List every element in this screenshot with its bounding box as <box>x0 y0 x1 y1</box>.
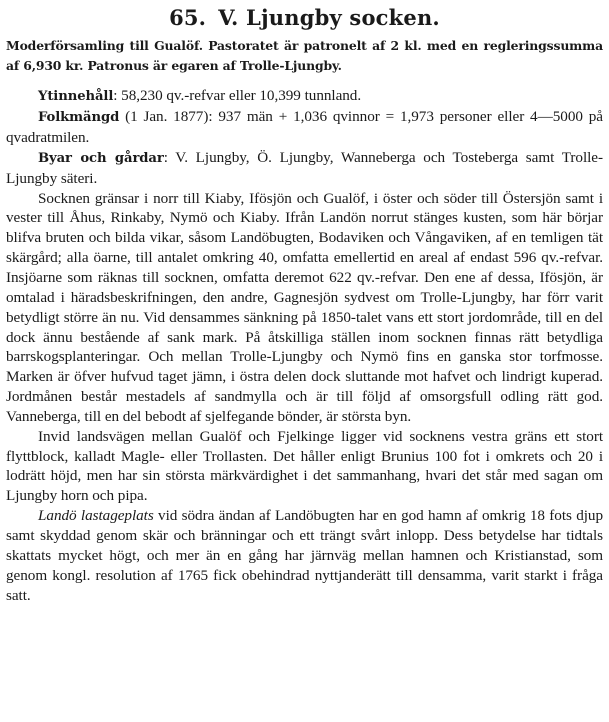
stats-block <box>6 86 603 188</box>
harbour-name: Landö lastageplats <box>38 507 154 525</box>
area-line <box>6 86 603 107</box>
section-number: 65. <box>169 5 207 30</box>
area-label: Ytinnehåll <box>38 89 114 105</box>
intro-paragraph: Moderförsamling till Gualöf. Pastoratet är patronelt af 2 kl. med en regleringssumma af 6,930 kr. Patronus är egaren af Trolle-Ljungby. <box>6 38 603 74</box>
paragraph-borders: Socknen gränsar i norr till Kiaby, Ifösjön och Gualöf, i öster och söder till Östersjön samt i vester till Åhus, Rinkaby, Nymö och Kiaby. Ifrån Landön norrut stänges kusten, som här börjar blifva bruten och bilda vikar, såsom Landöbugten, Bodaviken och Vångaviken, af en temligen tät skärgård; alla öarne, till antalet omkring 40, omfatta emellertid en areal af endast 596 qv.-refvar. Insjöarne som räknas till socknen, omfatta deremot 622 qv.-refvar. Den ene af dessa, Ifösjön, är omtalad i häradsbeskrifningen, den andre, Gagnesjön sydvest om Trolle-Ljungby, har förr varit betydligt större än nu. Vid densammes sänkning på 1850-talet vans ett stort jordområde, till en del dock ännu bestående af sank mark. På åtskilliga ställen inom socknen finnas rätt betydliga barrskogsplanteringar. Och mellan Trolle-Ljungby och Nymö fins en ganska stor torfmosse. Marken är öfver hufvud taget jämn, i östra delen dock sluttande mot hafvet och lindrigt kuperad. Jordmånen består mestadels af sandmylla och är till följd af omsorgsfull odling rätt god. Vanneberga, till en del bebodt af sjelfegande bönder, är största byn. <box>6 189 603 425</box>
harbour-text: vid södra ändan af Landöbugten har en god hamn af omkrig 18 fots djup samt skyddad genom skär och bränningar och ett trängt svårt inlopp. Dess betydelse har tidtals skattats mycket högt, och mer än en gång har järnväg mellan hamnen och Kristianstad, som genom kongl. resolution af 1765 fick obehindrad nyttjanderätt till densamma, varit starkt i fråga satt. <box>6 507 603 604</box>
villages-line <box>6 148 603 189</box>
villages-value: : V. Ljungby, Ö. Ljungby, Wanneberga och Tosteberga samt Trolle-Ljungby säteri. <box>6 148 603 187</box>
body-paragraphs <box>6 189 603 606</box>
document-page <box>6 4 603 718</box>
population-label: Folkmängd <box>38 110 120 126</box>
area-value: : 58,230 qv.-refvar eller 10,399 tunnland. <box>113 87 362 105</box>
section-title: V. Ljungby socken. <box>218 5 440 30</box>
page-title <box>6 4 603 34</box>
villages-label: Byar och gårdar <box>38 150 164 166</box>
population-value: (1 Jan. 1877): 937 män + 1,036 qvinnor = 1,973 personer eller 4—5000 på qvadratmilen. <box>6 108 603 147</box>
population-line <box>6 107 603 148</box>
paragraph-boulder: Invid landsvägen mellan Gualöf och Fjelkinge ligger vid socknens vestra gräns ett stort flyttblock, kalladt Magle- eller Trollasten. Det håller enligt Brunius 100 fot i omkrets och 20 i lodrätt höjd, men har sin största märkvärdighet i det sammanhang, hvari det står med sagan om Ljungby horn och pipa. <box>6 427 603 505</box>
paragraph-harbour <box>6 506 603 605</box>
